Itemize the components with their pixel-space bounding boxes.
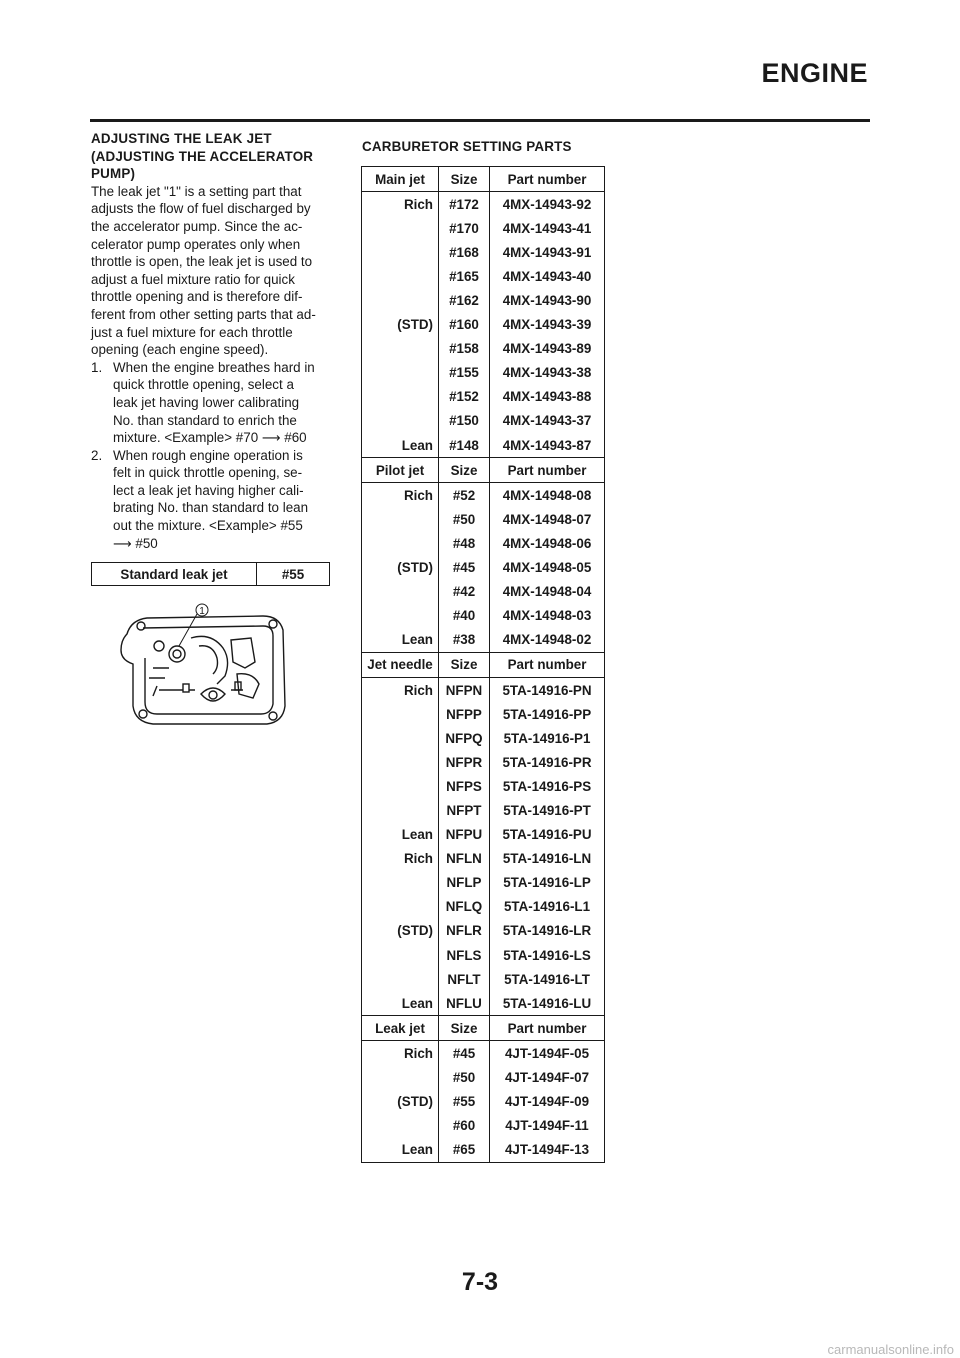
size-cell: NFPT xyxy=(439,798,490,822)
setting-cell: (STD) xyxy=(362,919,439,943)
part-number-cell: 4MX-14943-91 xyxy=(490,240,605,264)
setting-cell: Rich xyxy=(362,677,439,702)
setting-cell xyxy=(362,409,439,433)
table-row xyxy=(362,1041,605,1066)
size-cell: NFPN xyxy=(439,677,490,702)
setting-cell xyxy=(362,798,439,822)
setting-cell xyxy=(362,216,439,240)
table-row xyxy=(362,726,605,750)
part-number-cell: 4MX-14948-02 xyxy=(490,628,605,653)
table-row xyxy=(362,507,605,531)
setting-cell xyxy=(362,774,439,798)
text-line: just a fuel mixture for each throttle xyxy=(91,324,293,340)
setting-cell: (STD) xyxy=(362,313,439,337)
step-item xyxy=(91,447,331,553)
text-line: out the mixture. <Example> #55 xyxy=(113,518,303,534)
setting-cell xyxy=(362,943,439,967)
table-header-row xyxy=(362,458,605,483)
table-row xyxy=(362,337,605,361)
table-row xyxy=(362,192,605,217)
size-cell: #152 xyxy=(439,385,490,409)
setting-cell: (STD) xyxy=(362,556,439,580)
table-row xyxy=(362,991,605,1016)
size-cell: #45 xyxy=(439,1041,490,1066)
table-header-row xyxy=(362,167,605,192)
part-number-cell: 5TA-14916-PT xyxy=(490,798,605,822)
column-header: Part number xyxy=(490,1016,605,1041)
part-number-cell: 5TA-14916-P1 xyxy=(490,726,605,750)
steps-list xyxy=(91,359,331,553)
figure-callout: 1 xyxy=(199,606,205,617)
size-cell: #55 xyxy=(439,1090,490,1114)
setting-cell xyxy=(362,337,439,361)
part-number-cell: 4MX-14948-05 xyxy=(490,556,605,580)
header-rule xyxy=(90,119,870,122)
part-number-cell: 5TA-14916-PR xyxy=(490,750,605,774)
column-header: Size xyxy=(439,652,490,677)
text-line: the accelerator pump. Since the ac- xyxy=(91,218,303,234)
table-row xyxy=(362,361,605,385)
part-number-cell: 4MX-14943-87 xyxy=(490,433,605,458)
part-number-cell: 5TA-14916-LN xyxy=(490,847,605,871)
left-column xyxy=(91,130,331,552)
text-line: When the engine breathes hard in xyxy=(113,359,315,375)
part-number-cell: 5TA-14916-PS xyxy=(490,774,605,798)
part-number-cell: 4MX-14943-40 xyxy=(490,264,605,288)
size-cell: #165 xyxy=(439,264,490,288)
arrow-icon: ⟶ xyxy=(113,535,132,551)
column-header: Size xyxy=(439,1016,490,1041)
setting-cell xyxy=(362,750,439,774)
text-line: ferent from other setting parts that ad- xyxy=(91,306,316,322)
setting-cell xyxy=(362,507,439,531)
table-header-row xyxy=(362,1016,605,1041)
setting-cell xyxy=(362,1065,439,1089)
heading-line: PUMP) xyxy=(91,166,136,182)
heading-line: (ADJUSTING THE ACCELERATOR xyxy=(91,148,314,164)
column-header: Leak jet xyxy=(362,1016,439,1041)
part-number-cell: 4JT-1494F-07 xyxy=(490,1065,605,1089)
step-number: 1. xyxy=(91,359,103,375)
size-cell: NFPR xyxy=(439,750,490,774)
table-row xyxy=(362,1138,605,1163)
text-line: throttle opening and is therefore dif- xyxy=(91,289,303,305)
text-line: felt in quick throttle opening, se- xyxy=(113,465,303,481)
setting-cell: Rich xyxy=(362,483,439,508)
standard-leak-jet-table xyxy=(91,562,330,586)
setting-cell xyxy=(362,385,439,409)
column-header: Part number xyxy=(490,652,605,677)
size-cell: #52 xyxy=(439,483,490,508)
size-cell: NFLR xyxy=(439,919,490,943)
size-cell: #40 xyxy=(439,604,490,628)
table-row xyxy=(362,604,605,628)
table-row xyxy=(362,628,605,653)
size-cell: #155 xyxy=(439,361,490,385)
text-line: The leak jet "1" is a setting part that xyxy=(91,183,302,199)
table-row xyxy=(92,563,330,586)
table-row xyxy=(362,216,605,240)
part-number-cell: 5TA-14916-LR xyxy=(490,919,605,943)
setting-cell: Rich xyxy=(362,192,439,217)
part-number-cell: 5TA-14916-L1 xyxy=(490,895,605,919)
setting-cell xyxy=(362,580,439,604)
size-cell: NFPQ xyxy=(439,726,490,750)
part-number-cell: 4MX-14948-04 xyxy=(490,580,605,604)
setting-cell xyxy=(362,604,439,628)
table-row xyxy=(362,702,605,726)
text-line xyxy=(113,535,331,553)
step-number: 2. xyxy=(91,447,103,463)
example-text: mixture. <Example> #70 xyxy=(113,430,259,446)
setting-cell xyxy=(362,895,439,919)
size-cell: #150 xyxy=(439,409,490,433)
table-row xyxy=(362,264,605,288)
standard-label: Standard leak jet xyxy=(92,563,257,586)
text-line: adjust a fuel mixture ratio for quick xyxy=(91,271,295,287)
setting-cell xyxy=(362,702,439,726)
column-header: Main jet xyxy=(362,167,439,192)
size-cell: #168 xyxy=(439,240,490,264)
table-row xyxy=(362,895,605,919)
part-number-cell: 4MX-14943-90 xyxy=(490,288,605,312)
size-cell: #65 xyxy=(439,1138,490,1163)
table-row xyxy=(362,483,605,508)
text-line: quick throttle opening, select a xyxy=(113,377,294,393)
setting-cell xyxy=(362,871,439,895)
table-row xyxy=(362,967,605,991)
size-cell: #162 xyxy=(439,288,490,312)
carburetor-illustration xyxy=(113,598,291,730)
setting-cell xyxy=(362,531,439,555)
table-row xyxy=(362,1065,605,1089)
table-row xyxy=(362,531,605,555)
part-number-cell: 4JT-1494F-05 xyxy=(490,1041,605,1066)
column-header: Part number xyxy=(490,458,605,483)
carburetor-parts-table xyxy=(361,166,605,1163)
column-header: Size xyxy=(439,167,490,192)
table-row xyxy=(362,1090,605,1114)
table-row xyxy=(362,409,605,433)
part-number-cell: 4MX-14943-89 xyxy=(490,337,605,361)
setting-cell xyxy=(362,240,439,264)
page-number: 7-3 xyxy=(461,1268,499,1296)
heading-line: ADJUSTING THE LEAK JET xyxy=(91,131,272,146)
part-number-cell: 4MX-14943-37 xyxy=(490,409,605,433)
table-row xyxy=(362,798,605,822)
size-cell: NFLU xyxy=(439,991,490,1016)
text-line: throttle is open, the leak jet is used to xyxy=(91,254,313,270)
table-row xyxy=(362,580,605,604)
size-cell: NFLP xyxy=(439,871,490,895)
table-row xyxy=(362,774,605,798)
setting-cell xyxy=(362,1114,439,1138)
part-number-cell: 4MX-14948-08 xyxy=(490,483,605,508)
part-number-cell: 4MX-14943-39 xyxy=(490,313,605,337)
part-number-cell: 4MX-14943-92 xyxy=(490,192,605,217)
setting-cell xyxy=(362,726,439,750)
text-line xyxy=(113,429,331,447)
setting-cell: Rich xyxy=(362,1041,439,1066)
text-line: No. than standard to enrich the xyxy=(113,412,297,428)
text-line: lect a leak jet having higher cali- xyxy=(113,482,304,498)
size-cell: NFLS xyxy=(439,943,490,967)
part-number-cell: 4MX-14948-06 xyxy=(490,531,605,555)
example-result: #50 xyxy=(135,535,158,551)
table-row xyxy=(362,313,605,337)
size-cell: NFPS xyxy=(439,774,490,798)
size-cell: #38 xyxy=(439,628,490,653)
part-number-cell: 4JT-1494F-13 xyxy=(490,1138,605,1163)
example-result: #60 xyxy=(284,430,307,446)
text-line: opening (each engine speed). xyxy=(91,342,269,358)
size-cell: NFPP xyxy=(439,702,490,726)
size-cell: #45 xyxy=(439,556,490,580)
setting-cell xyxy=(362,967,439,991)
table-header-row xyxy=(362,652,605,677)
part-number-cell: 4JT-1494F-09 xyxy=(490,1090,605,1114)
table-row xyxy=(362,919,605,943)
table-row xyxy=(362,240,605,264)
table-row xyxy=(362,1114,605,1138)
size-cell: #160 xyxy=(439,313,490,337)
table-row xyxy=(362,433,605,458)
setting-cell: (STD) xyxy=(362,1090,439,1114)
size-cell: #50 xyxy=(439,507,490,531)
setting-cell: Rich xyxy=(362,847,439,871)
step-item xyxy=(91,359,331,447)
setting-cell xyxy=(362,361,439,385)
size-cell: #148 xyxy=(439,433,490,458)
watermark: carmanualsonline.info xyxy=(827,1342,954,1357)
table-row xyxy=(362,677,605,702)
text-line: celerator pump operates only when xyxy=(91,236,301,252)
column-header: Size xyxy=(439,458,490,483)
size-cell: #172 xyxy=(439,192,490,217)
part-number-cell: 5TA-14916-LP xyxy=(490,871,605,895)
part-number-cell: 4MX-14943-41 xyxy=(490,216,605,240)
setting-cell: Lean xyxy=(362,628,439,653)
size-cell: #158 xyxy=(439,337,490,361)
setting-cell: Lean xyxy=(362,823,439,847)
part-number-cell: 4MX-14948-03 xyxy=(490,604,605,628)
size-cell: #48 xyxy=(439,531,490,555)
text-line: adjusts the flow of fuel discharged by xyxy=(91,201,311,217)
part-number-cell: 4MX-14943-88 xyxy=(490,385,605,409)
size-cell: NFLQ xyxy=(439,895,490,919)
part-number-cell: 4JT-1494F-11 xyxy=(490,1114,605,1138)
setting-cell: Lean xyxy=(362,433,439,458)
table-row xyxy=(362,823,605,847)
standard-value: #55 xyxy=(257,563,330,586)
size-cell: #42 xyxy=(439,580,490,604)
setting-cell xyxy=(362,264,439,288)
column-header: Pilot jet xyxy=(362,458,439,483)
size-cell: NFLN xyxy=(439,847,490,871)
table-row xyxy=(362,750,605,774)
table-row xyxy=(362,847,605,871)
setting-cell xyxy=(362,288,439,312)
part-number-cell: 5TA-14916-PN xyxy=(490,677,605,702)
size-cell: NFPU xyxy=(439,823,490,847)
table-row xyxy=(362,288,605,312)
column-header: Jet needle xyxy=(362,652,439,677)
text-line: brating No. than standard to lean xyxy=(113,500,309,516)
setting-cell: Lean xyxy=(362,991,439,1016)
text-line: leak jet having lower calibrating xyxy=(113,394,300,410)
size-cell: NFLT xyxy=(439,967,490,991)
size-cell: #170 xyxy=(439,216,490,240)
part-number-cell: 5TA-14916-LS xyxy=(490,943,605,967)
table-row xyxy=(362,556,605,580)
part-number-cell: 4MX-14948-07 xyxy=(490,507,605,531)
arrow-icon: ⟶ xyxy=(261,430,281,446)
part-number-cell: 4MX-14943-38 xyxy=(490,361,605,385)
text-line: When rough engine operation is xyxy=(113,447,303,463)
table-row xyxy=(362,385,605,409)
intro-paragraph xyxy=(91,183,331,359)
size-cell: #60 xyxy=(439,1114,490,1138)
part-number-cell: 5TA-14916-LT xyxy=(490,967,605,991)
page-header-title: ENGINE xyxy=(761,58,868,88)
part-number-cell: 5TA-14916-PP xyxy=(490,702,605,726)
setting-cell: Lean xyxy=(362,1138,439,1163)
section-heading xyxy=(91,130,331,183)
column-header: Part number xyxy=(490,167,605,192)
table-row xyxy=(362,871,605,895)
table-row xyxy=(362,943,605,967)
part-number-cell: 5TA-14916-PU xyxy=(490,823,605,847)
size-cell: #50 xyxy=(439,1065,490,1089)
carburetor-parts-heading: CARBURETOR SETTING PARTS xyxy=(362,139,572,154)
part-number-cell: 5TA-14916-LU xyxy=(490,991,605,1016)
